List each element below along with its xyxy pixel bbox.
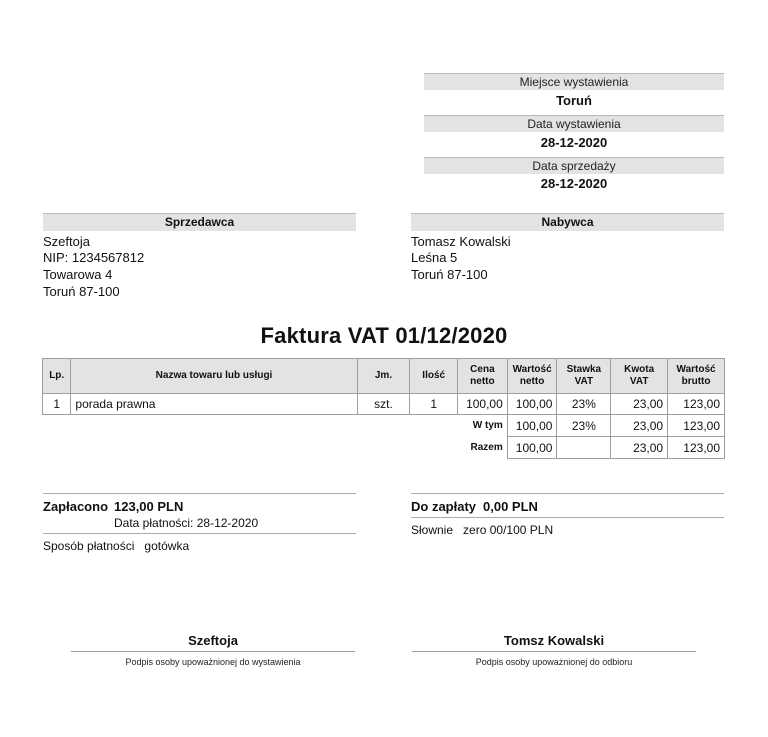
table-header-row: [43, 359, 725, 394]
buyer-street: Leśna 5: [411, 250, 458, 265]
due-label: Do zapłaty: [411, 499, 477, 514]
payment-date-value: 28-12-2020: [196, 516, 259, 530]
divider: [43, 493, 356, 494]
cell-name: porada prawna: [71, 394, 357, 415]
receiver-signature-caption: Podpis osoby upoważnionej do odbioru: [475, 657, 633, 667]
cell-vat: 23,00: [611, 394, 668, 415]
issuer-signature-line: [71, 651, 355, 652]
issuer-signature-caption: Podpis osoby upoważnionej do wystawienia: [125, 657, 301, 667]
col-price-header: Cena netto: [458, 359, 508, 394]
issue-date-value: 28-12-2020: [540, 135, 608, 150]
invoice-title: Faktura VAT 01/12/2020: [260, 323, 508, 348]
wtym-label: W tym: [472, 420, 503, 432]
wtym-net: 100,00: [507, 415, 557, 437]
paid-label: Zapłacono: [43, 499, 109, 514]
buyer-header: Nabywca: [411, 213, 724, 231]
issuer-signature-name: Szeftoja: [188, 633, 238, 648]
col-net-header: Wartość netto: [507, 359, 557, 394]
seller-header: Sprzedawca: [43, 213, 356, 231]
col-gross-header: Wartość brutto: [668, 359, 725, 394]
buyer-name: Tomasz Kowalski: [411, 234, 511, 249]
cell-lp: 1: [43, 394, 71, 415]
divider: [43, 533, 356, 534]
cell-unit: szt.: [357, 394, 410, 415]
cell-net: 100,00: [507, 394, 557, 415]
sale-date-label: Data sprzedaży: [424, 157, 724, 174]
blank-cell: [410, 415, 458, 437]
blank-cell: [71, 437, 357, 459]
divider: [411, 493, 724, 494]
payment-method: [43, 539, 189, 553]
payment-method-value: gotówka: [144, 539, 190, 553]
blank-cell: [43, 437, 71, 459]
wtym-rate: 23%: [557, 415, 611, 437]
razem-label: Razem: [470, 442, 503, 453]
payment-date-label: Data płatności:: [114, 516, 194, 530]
col-vat-header: Kwota VAT: [611, 359, 668, 394]
place-value: Toruń: [556, 93, 592, 108]
items-table: [42, 358, 725, 459]
col-rate-header: Stawka VAT: [557, 359, 611, 394]
wtym-row: [43, 415, 725, 437]
seller-city: Toruń 87-100: [43, 284, 120, 299]
seller-name: Szeftoja: [43, 234, 90, 249]
col-name-header: Nazwa towaru lub usługi: [71, 359, 357, 394]
table-row: [43, 394, 725, 415]
blank-cell: [71, 415, 357, 437]
wtym-vat: 23,00: [611, 415, 668, 437]
razem-rate: [557, 437, 611, 459]
razem-vat: 23,00: [611, 437, 668, 459]
blank-cell: [43, 415, 71, 437]
blank-cell: [357, 437, 410, 459]
wtym-gross: 123,00: [668, 415, 725, 437]
razem-row: [43, 437, 725, 459]
buyer-city: Toruń 87-100: [411, 267, 488, 282]
cell-rate: 23%: [557, 394, 611, 415]
col-qty-header: Ilość: [410, 359, 458, 394]
cell-qty: 1: [410, 394, 458, 415]
seller-nip: NIP: 1234567812: [43, 250, 145, 265]
cell-price: 100,00: [458, 394, 508, 415]
words-value: zero 00/100 PLN: [463, 523, 554, 537]
razem-gross: 123,00: [668, 437, 725, 459]
receiver-signature-name: Tomsz Kowalski: [503, 633, 605, 648]
words-label: Słownie: [411, 523, 454, 537]
divider: [411, 517, 724, 518]
blank-cell: [357, 415, 410, 437]
place-label: Miejsce wystawienia: [424, 73, 724, 90]
sale-date-value: 28-12-2020: [540, 176, 608, 191]
blank-cell: [410, 437, 458, 459]
due-value: 0,00 PLN: [483, 499, 538, 514]
seller-street: Towarowa 4: [43, 267, 113, 282]
col-unit-header: Jm.: [357, 359, 410, 394]
payment-method-label: Sposób płatności: [43, 539, 135, 553]
payment-date: [114, 516, 258, 530]
razem-net: 100,00: [507, 437, 557, 459]
amount-in-words: [411, 523, 553, 537]
receiver-signature-line: [412, 651, 696, 652]
cell-gross: 123,00: [668, 394, 725, 415]
issue-date-label: Data wystawienia: [424, 115, 724, 132]
paid-value: 123,00 PLN: [114, 499, 184, 514]
col-lp-header: Lp.: [43, 359, 71, 394]
